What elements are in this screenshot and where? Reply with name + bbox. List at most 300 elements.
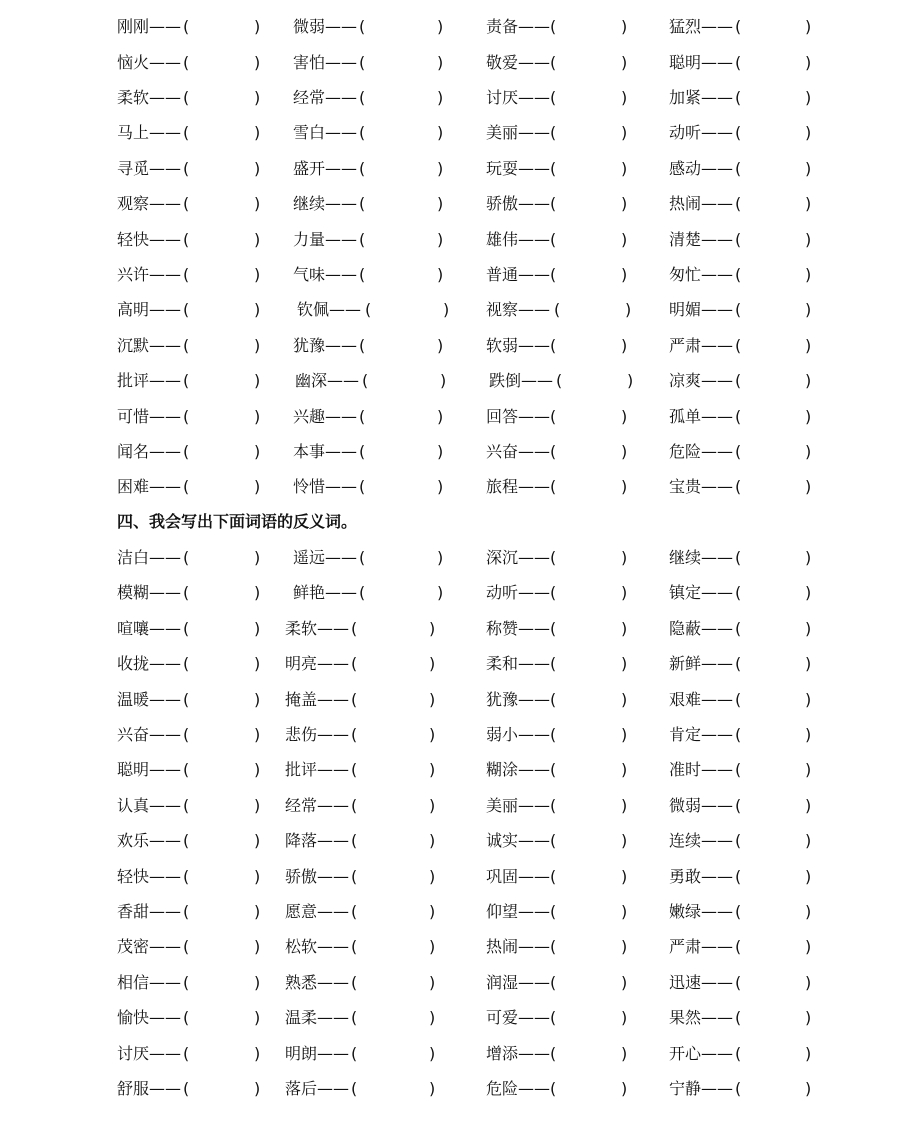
answer-blank-close: ) (805, 442, 812, 461)
word-label: 继续—— (293, 194, 358, 213)
answer-blank-close: ) (437, 336, 444, 355)
answer-blank-close: ) (437, 477, 444, 496)
answer-blank-open: ( (735, 17, 742, 36)
answer-blank-open: ( (550, 548, 557, 567)
answer-blank-open: ( (550, 725, 557, 744)
word-label: 鲜艳—— (293, 583, 358, 602)
answer-blank-close: ) (429, 973, 436, 992)
answer-blank-close: ) (429, 831, 436, 850)
answer-blank-close: ) (621, 867, 628, 886)
answer-blank-open: ( (183, 159, 190, 178)
answer-blank-open: ( (351, 973, 358, 992)
answer-blank-close: ) (621, 902, 628, 921)
answer-blank-open: ( (735, 371, 742, 390)
answer-blank-open: ( (735, 867, 742, 886)
answer-blank-close: ) (621, 407, 628, 426)
answer-blank-close: ) (429, 654, 436, 673)
answer-blank-close: ) (621, 442, 628, 461)
answer-blank-open: ( (351, 654, 358, 673)
word-label: 软弱—— (486, 336, 551, 355)
word-label: 柔软—— (117, 88, 182, 107)
answer-blank-close: ) (254, 371, 261, 390)
answer-blank-open: ( (550, 690, 557, 709)
answer-blank-open: ( (183, 937, 190, 956)
word-label: 动听—— (486, 583, 551, 602)
answer-blank-close: ) (254, 1008, 261, 1027)
answer-blank-open: ( (550, 194, 557, 213)
answer-blank-open: ( (359, 477, 366, 496)
answer-blank-open: ( (550, 17, 557, 36)
answer-blank-close: ) (621, 1079, 628, 1098)
word-label: 温暖—— (117, 690, 182, 709)
answer-blank-close: ) (621, 583, 628, 602)
answer-blank-close: ) (621, 336, 628, 355)
antonym-row (0, 971, 899, 995)
answer-blank-close: ) (805, 300, 812, 319)
answer-blank-open: ( (351, 725, 358, 744)
answer-blank-open: ( (351, 1044, 358, 1063)
word-label: 掩盖—— (285, 690, 350, 709)
answer-blank-open: ( (183, 725, 190, 744)
answer-blank-close: ) (625, 300, 632, 319)
answer-blank-open: ( (550, 53, 557, 72)
answer-blank-close: ) (254, 442, 261, 461)
answer-blank-open: ( (362, 371, 369, 390)
answer-blank-open: ( (183, 796, 190, 815)
answer-blank-close: ) (805, 583, 812, 602)
answer-blank-close: ) (621, 230, 628, 249)
answer-blank-open: ( (550, 265, 557, 284)
section-heading-antonyms: 四、我会写出下面词语的反义词。 (117, 512, 358, 531)
word-label: 弱小—— (486, 725, 551, 744)
answer-blank-open: ( (550, 583, 557, 602)
word-label: 刚刚—— (117, 17, 182, 36)
synonym-row (0, 192, 899, 216)
word-label: 可爱—— (486, 1008, 551, 1027)
word-label: 准时—— (669, 760, 734, 779)
word-label: 聪明—— (669, 53, 734, 72)
answer-blank-close: ) (429, 937, 436, 956)
answer-blank-close: ) (621, 159, 628, 178)
answer-blank-open: ( (359, 336, 366, 355)
answer-blank-open: ( (183, 973, 190, 992)
word-label: 仰望—— (486, 902, 551, 921)
word-label: 动听—— (669, 123, 734, 142)
word-label: 骄傲—— (486, 194, 551, 213)
answer-blank-close: ) (443, 300, 450, 319)
word-label: 猛烈—— (669, 17, 734, 36)
answer-blank-open: ( (359, 407, 366, 426)
word-label: 热闹—— (486, 937, 551, 956)
answer-blank-open: ( (550, 973, 557, 992)
word-label: 观察—— (117, 194, 182, 213)
word-label: 孤单—— (669, 407, 734, 426)
answer-blank-close: ) (429, 867, 436, 886)
word-label: 危险—— (669, 442, 734, 461)
answer-blank-close: ) (805, 654, 812, 673)
answer-blank-open: ( (735, 53, 742, 72)
answer-blank-close: ) (621, 265, 628, 284)
answer-blank-open: ( (183, 1008, 190, 1027)
word-label: 收拢—— (117, 654, 182, 673)
answer-blank-open: ( (735, 230, 742, 249)
word-label: 明媚—— (669, 300, 734, 319)
answer-blank-open: ( (556, 371, 563, 390)
answer-blank-open: ( (550, 937, 557, 956)
antonym-row (0, 581, 899, 605)
answer-blank-open: ( (183, 17, 190, 36)
answer-blank-close: ) (429, 1008, 436, 1027)
word-label: 落后—— (285, 1079, 350, 1098)
answer-blank-open: ( (550, 442, 557, 461)
word-label: 悲伤—— (285, 725, 350, 744)
synonym-row (0, 334, 899, 358)
synonym-row (0, 86, 899, 110)
answer-blank-open: ( (359, 548, 366, 567)
answer-blank-open: ( (351, 831, 358, 850)
word-label: 兴趣—— (293, 407, 358, 426)
word-label: 镇定—— (669, 583, 734, 602)
answer-blank-open: ( (351, 1008, 358, 1027)
word-label: 玩耍—— (486, 159, 551, 178)
word-label: 称赞—— (486, 619, 551, 638)
answer-blank-close: ) (805, 194, 812, 213)
word-label: 降落—— (285, 831, 350, 850)
answer-blank-close: ) (805, 159, 812, 178)
word-label: 茂密—— (117, 937, 182, 956)
answer-blank-open: ( (550, 796, 557, 815)
answer-blank-open: ( (735, 760, 742, 779)
answer-blank-close: ) (254, 867, 261, 886)
word-label: 认真—— (117, 796, 182, 815)
word-label: 喧嚷—— (117, 619, 182, 638)
answer-blank-close: ) (805, 902, 812, 921)
answer-blank-open: ( (351, 937, 358, 956)
antonym-row (0, 617, 899, 641)
answer-blank-close: ) (627, 371, 634, 390)
answer-blank-close: ) (805, 1044, 812, 1063)
answer-blank-close: ) (621, 1044, 628, 1063)
word-label: 力量—— (293, 230, 358, 249)
answer-blank-close: ) (621, 88, 628, 107)
antonym-row (0, 794, 899, 818)
word-label: 幽深—— (295, 371, 360, 390)
word-label: 严肃—— (669, 937, 734, 956)
answer-blank-open: ( (183, 230, 190, 249)
answer-blank-close: ) (805, 690, 812, 709)
answer-blank-close: ) (437, 442, 444, 461)
synonym-row (0, 121, 899, 145)
answer-blank-open: ( (550, 654, 557, 673)
answer-blank-open: ( (359, 230, 366, 249)
word-label: 兴许—— (117, 265, 182, 284)
answer-blank-open: ( (735, 442, 742, 461)
word-label: 嫩绿—— (669, 902, 734, 921)
answer-blank-open: ( (735, 583, 742, 602)
answer-blank-close: ) (805, 230, 812, 249)
answer-blank-open: ( (735, 1079, 742, 1098)
answer-blank-open: ( (183, 831, 190, 850)
word-label: 气味—— (293, 265, 358, 284)
word-label: 清楚—— (669, 230, 734, 249)
answer-blank-open: ( (351, 619, 358, 638)
answer-blank-close: ) (805, 973, 812, 992)
word-label: 热闹—— (669, 194, 734, 213)
answer-blank-open: ( (359, 123, 366, 142)
answer-blank-open: ( (183, 1044, 190, 1063)
answer-blank-close: ) (254, 17, 261, 36)
word-label: 敬爱—— (486, 53, 551, 72)
word-label: 勇敢—— (669, 867, 734, 886)
answer-blank-open: ( (550, 477, 557, 496)
answer-blank-close: ) (254, 407, 261, 426)
answer-blank-open: ( (550, 619, 557, 638)
answer-blank-open: ( (550, 88, 557, 107)
answer-blank-close: ) (429, 690, 436, 709)
answer-blank-open: ( (183, 760, 190, 779)
answer-blank-close: ) (437, 17, 444, 36)
word-label: 普通—— (486, 265, 551, 284)
answer-blank-open: ( (183, 88, 190, 107)
word-label: 深沉—— (486, 548, 551, 567)
answer-blank-open: ( (351, 867, 358, 886)
answer-blank-close: ) (254, 654, 261, 673)
answer-blank-close: ) (254, 477, 261, 496)
answer-blank-open: ( (351, 796, 358, 815)
answer-blank-open: ( (183, 265, 190, 284)
answer-blank-open: ( (735, 973, 742, 992)
answer-blank-open: ( (735, 477, 742, 496)
answer-blank-close: ) (437, 583, 444, 602)
answer-blank-open: ( (359, 53, 366, 72)
word-label: 巩固—— (486, 867, 551, 886)
answer-blank-close: ) (437, 159, 444, 178)
word-label: 回答—— (486, 407, 551, 426)
answer-blank-open: ( (183, 300, 190, 319)
synonym-row (0, 405, 899, 429)
answer-blank-open: ( (550, 123, 557, 142)
answer-blank-open: ( (365, 300, 372, 319)
answer-blank-close: ) (805, 123, 812, 142)
word-label: 洁白—— (117, 548, 182, 567)
antonym-row (0, 1042, 899, 1066)
word-label: 讨厌—— (117, 1044, 182, 1063)
word-label: 微弱—— (669, 796, 734, 815)
answer-blank-open: ( (359, 442, 366, 461)
word-label: 轻快—— (117, 867, 182, 886)
answer-blank-close: ) (437, 53, 444, 72)
answer-blank-close: ) (437, 548, 444, 567)
answer-blank-close: ) (254, 725, 261, 744)
answer-blank-open: ( (351, 1079, 358, 1098)
word-label: 连续—— (669, 831, 734, 850)
word-label: 糊涂—— (486, 760, 551, 779)
answer-blank-open: ( (735, 831, 742, 850)
answer-blank-open: ( (735, 548, 742, 567)
answer-blank-open: ( (183, 902, 190, 921)
answer-blank-open: ( (550, 407, 557, 426)
word-label: 模糊—— (117, 583, 182, 602)
word-label: 马上—— (117, 123, 182, 142)
answer-blank-open: ( (550, 902, 557, 921)
word-label: 困难—— (117, 477, 182, 496)
synonym-row (0, 228, 899, 252)
answer-blank-open: ( (550, 230, 557, 249)
answer-blank-open: ( (735, 654, 742, 673)
word-label: 明亮—— (285, 654, 350, 673)
word-label: 欢乐—— (117, 831, 182, 850)
answer-blank-close: ) (805, 17, 812, 36)
answer-blank-open: ( (183, 442, 190, 461)
antonym-row (0, 829, 899, 853)
word-label: 兴奋—— (117, 725, 182, 744)
word-label: 可惜—— (117, 407, 182, 426)
answer-blank-open: ( (550, 867, 557, 886)
synonym-row (0, 15, 899, 39)
answer-blank-close: ) (621, 973, 628, 992)
word-label: 害怕—— (293, 53, 358, 72)
answer-blank-close: ) (254, 973, 261, 992)
word-label: 骄傲—— (285, 867, 350, 886)
synonym-row (0, 157, 899, 181)
answer-blank-open: ( (183, 336, 190, 355)
answer-blank-close: ) (254, 230, 261, 249)
answer-blank-open: ( (550, 1008, 557, 1027)
word-label: 加紧—— (669, 88, 734, 107)
word-label: 艰难—— (669, 690, 734, 709)
word-label: 微弱—— (293, 17, 358, 36)
answer-blank-open: ( (550, 760, 557, 779)
answer-blank-open: ( (550, 831, 557, 850)
answer-blank-open: ( (359, 194, 366, 213)
answer-blank-close: ) (805, 336, 812, 355)
word-label: 遥远—— (293, 548, 358, 567)
answer-blank-close: ) (805, 619, 812, 638)
word-label: 果然—— (669, 1008, 734, 1027)
antonym-row (0, 546, 899, 570)
answer-blank-close: ) (254, 937, 261, 956)
answer-blank-open: ( (735, 1044, 742, 1063)
answer-blank-open: ( (183, 477, 190, 496)
answer-blank-close: ) (254, 300, 261, 319)
answer-blank-close: ) (437, 123, 444, 142)
answer-blank-close: ) (621, 53, 628, 72)
word-label: 雄伟—— (486, 230, 551, 249)
answer-blank-close: ) (805, 53, 812, 72)
answer-blank-close: ) (254, 796, 261, 815)
antonym-row (0, 865, 899, 889)
answer-blank-close: ) (621, 937, 628, 956)
answer-blank-close: ) (805, 831, 812, 850)
answer-blank-close: ) (440, 371, 447, 390)
answer-blank-close: ) (805, 371, 812, 390)
antonym-row (0, 900, 899, 924)
answer-blank-close: ) (429, 1044, 436, 1063)
answer-blank-open: ( (735, 619, 742, 638)
word-label: 愿意—— (285, 902, 350, 921)
word-label: 责备—— (486, 17, 551, 36)
answer-blank-open: ( (550, 336, 557, 355)
word-label: 肯定—— (669, 725, 734, 744)
synonym-row (0, 298, 899, 322)
antonym-row (0, 688, 899, 712)
answer-blank-close: ) (254, 583, 261, 602)
word-label: 危险—— (486, 1079, 551, 1098)
word-label: 宁静—— (669, 1079, 734, 1098)
answer-blank-open: ( (183, 53, 190, 72)
answer-blank-close: ) (254, 336, 261, 355)
answer-blank-open: ( (550, 1044, 557, 1063)
word-label: 本事—— (293, 442, 358, 461)
answer-blank-close: ) (429, 619, 436, 638)
answer-blank-open: ( (735, 194, 742, 213)
word-label: 温柔—— (285, 1008, 350, 1027)
word-label: 雪白—— (293, 123, 358, 142)
word-label: 经常—— (293, 88, 358, 107)
word-label: 严肃—— (669, 336, 734, 355)
word-label: 隐蔽—— (669, 619, 734, 638)
word-label: 讨厌—— (486, 88, 551, 107)
answer-blank-close: ) (621, 619, 628, 638)
word-label: 盛开—— (293, 159, 358, 178)
answer-blank-open: ( (735, 88, 742, 107)
answer-blank-open: ( (735, 937, 742, 956)
answer-blank-close: ) (254, 123, 261, 142)
answer-blank-close: ) (621, 194, 628, 213)
word-label: 凉爽—— (669, 371, 734, 390)
word-label: 旅程—— (486, 477, 551, 496)
synonym-row (0, 51, 899, 75)
answer-blank-close: ) (805, 1079, 812, 1098)
word-label: 匆忙—— (669, 265, 734, 284)
answer-blank-close: ) (437, 265, 444, 284)
word-label: 跌倒—— (489, 371, 554, 390)
answer-blank-close: ) (805, 1008, 812, 1027)
answer-blank-close: ) (254, 902, 261, 921)
answer-blank-close: ) (254, 159, 261, 178)
word-label: 兴奋—— (486, 442, 551, 461)
answer-blank-open: ( (183, 583, 190, 602)
word-label: 愉快—— (117, 1008, 182, 1027)
word-label: 润湿—— (486, 973, 551, 992)
synonym-row (0, 369, 899, 393)
answer-blank-close: ) (621, 725, 628, 744)
answer-blank-close: ) (254, 619, 261, 638)
answer-blank-open: ( (735, 725, 742, 744)
answer-blank-open: ( (735, 265, 742, 284)
antonym-row (0, 723, 899, 747)
answer-blank-open: ( (735, 300, 742, 319)
answer-blank-close: ) (805, 407, 812, 426)
antonym-row (0, 1077, 899, 1101)
word-label: 恼火—— (117, 53, 182, 72)
answer-blank-open: ( (183, 371, 190, 390)
synonym-row (0, 475, 899, 499)
word-label: 舒服—— (117, 1079, 182, 1098)
antonym-row (0, 1006, 899, 1030)
answer-blank-close: ) (429, 1079, 436, 1098)
answer-blank-close: ) (254, 1079, 261, 1098)
answer-blank-close: ) (805, 760, 812, 779)
antonym-row (0, 935, 899, 959)
answer-blank-open: ( (183, 194, 190, 213)
word-label: 沉默—— (117, 336, 182, 355)
word-label: 明朗—— (285, 1044, 350, 1063)
answer-blank-close: ) (805, 867, 812, 886)
word-label: 感动—— (669, 159, 734, 178)
answer-blank-close: ) (621, 831, 628, 850)
word-label: 柔软—— (285, 619, 350, 638)
